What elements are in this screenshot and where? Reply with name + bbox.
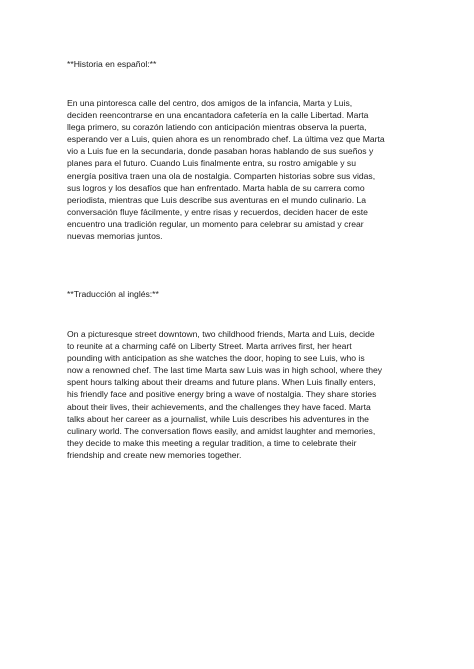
text-line: vio a Luis fue en la secundaria, donde pasaban horas hablando de sus sueños y <box>67 146 374 157</box>
spanish-story-paragraph <box>67 97 412 242</box>
text-line: llega primero, su corazón latiendo con anticipación mientras observa la puerta, <box>67 122 367 133</box>
text-line: sus logros y los desafíos que han enfrentado. Marta habla de su carrera como <box>67 182 365 193</box>
text-line: deciden reencontrarse en una encantadora cafetería en la calle Libertad. Marta <box>67 110 369 121</box>
text-line: energía positiva traen una ola de nostalgia. Comparten historias sobre sus vidas, <box>67 170 376 181</box>
text-line: now a renowned chef. The last time Marta saw Luis was in high school, where they <box>67 365 383 376</box>
english-translation-heading: **Traducción al inglés:** <box>67 289 159 299</box>
text-line: periodista, mientras que Luis describe sus aventuras en el mundo culinario. La <box>67 194 367 205</box>
text-line: esperando ver a Luis, quien ahora es un renombrado chef. La última vez que Marta <box>67 134 385 145</box>
spanish-story-heading: **Historia en español:** <box>67 59 157 69</box>
text-line: On a picturesque street downtown, two childhood friends, Marta and Luis, decide <box>67 329 375 339</box>
text-line: friendship and create new memories together. <box>67 449 242 460</box>
text-line: planes para el futuro. Cuando Luis finalmente entra, su rostro amigable y su <box>67 158 357 169</box>
text-line: his friendly face and positive energy bring a wave of nostalgia. They share stories <box>67 389 377 400</box>
text-line: culinary world. The conversation flows easily, and amidst laughter and memories, <box>67 425 376 436</box>
text-line: pounding with anticipation as she watches the door, hoping to see Luis, who is <box>67 353 365 364</box>
text-line: conversación fluye fácilmente, y entre risas y recuerdos, deciden hacer de este <box>67 206 368 217</box>
text-line: En una pintoresca calle del centro, dos amigos de la infancia, Marta y Luis, <box>67 98 353 108</box>
text-line: about their lives, their achievements, and the challenges they have faced. Marta <box>67 401 371 412</box>
text-line: encuentro una tradición regular, un momento para celebrar su amistad y crear <box>67 218 364 229</box>
english-translation-paragraph <box>67 328 412 461</box>
text-line: to reunite at a charming café on Liberty Street. Marta arrives first, her heart <box>67 341 352 352</box>
text-line: they decide to make this meeting a regular tradition, a time to celebrate their <box>67 437 357 448</box>
text-line: talks about her career as a journalist, while Luis describes his adventures in the <box>67 413 369 424</box>
text-line: spent hours talking about their dreams and future plans. When Luis finally enters, <box>67 377 376 388</box>
text-line: nuevas memorias juntos. <box>67 231 163 242</box>
